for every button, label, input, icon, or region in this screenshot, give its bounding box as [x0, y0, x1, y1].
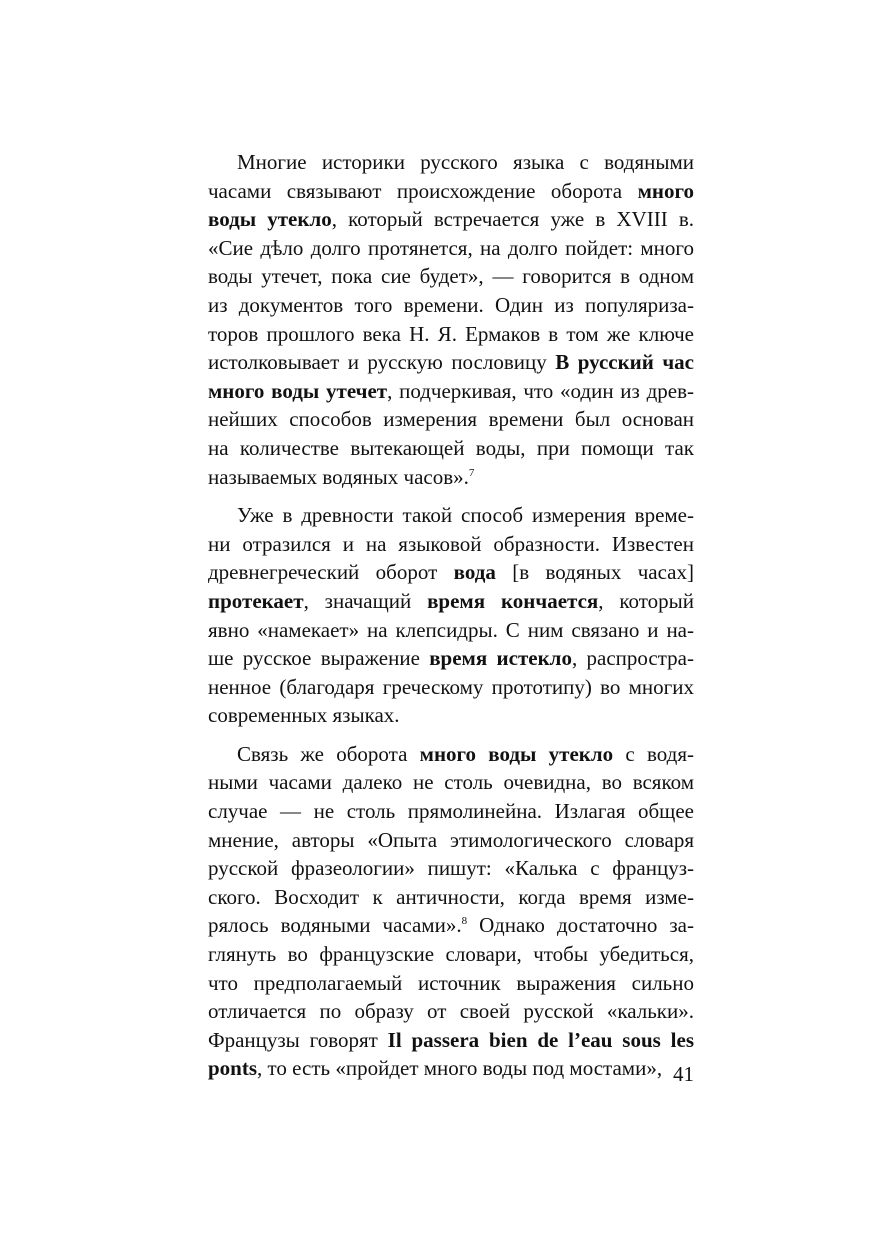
text-segment: Уже в древности такой способ измерения време- [237, 503, 694, 528]
text-line [179, 320, 694, 349]
text-line [179, 405, 694, 434]
text-segment: Многие историки русского языка с водяными [237, 150, 694, 174]
text-line [179, 940, 694, 969]
paragraph-3 [179, 740, 694, 1083]
text-segment: истолковывает и русскую пословицу [208, 350, 556, 375]
text-segment: глянуть во французские словари, чтобы убедиться, [208, 942, 694, 967]
text-line [179, 530, 694, 559]
text-line [179, 558, 694, 587]
footnote-marker: 8 [461, 915, 468, 928]
highlighted-phrase: много [637, 178, 694, 203]
text-segment: , то есть «пройдет много воды под мостами», [257, 1056, 663, 1081]
text-segment: торов прошлого века Н. Я. Ермаков в том же ключе [208, 321, 694, 346]
highlighted-phrase: время кончается [427, 588, 599, 613]
text-line [179, 1026, 694, 1055]
text-segment: [в водяных часах] [495, 560, 694, 585]
text-line [179, 768, 694, 797]
text-segment: нейших способов измерения времени был основан [208, 407, 694, 432]
text-segment: отличается по образу от своей русской «кальки». [208, 999, 694, 1024]
text-segment: русской фразеологии» пишут: «Калька с француз- [208, 856, 694, 881]
text-line [179, 463, 694, 492]
text-segment: Французы говорят [208, 1027, 388, 1052]
body-text [179, 148, 694, 1093]
text-segment: , значащий [303, 588, 428, 613]
text-segment: , который [598, 588, 694, 613]
highlighted-phrase: вода [453, 560, 496, 585]
highlighted-phrase: воды утекло [208, 207, 332, 232]
text-line [179, 234, 694, 263]
text-segment: воды утечет, пока сие будет», — говорится в одном [208, 264, 694, 289]
highlighted-phrase: много воды утечет [208, 378, 388, 403]
text-segment: называемых водяных часов». [208, 464, 469, 489]
text-line [179, 348, 694, 377]
text-segment: рялось водяными часами». [208, 913, 462, 938]
text-line [179, 997, 694, 1026]
text-line [179, 377, 694, 406]
text-segment: ными часами далеко не столь очевидна, во всяком [208, 770, 694, 795]
text-segment: ше русское выражение [208, 646, 430, 671]
text-line [179, 616, 694, 645]
text-segment: явно «намекает» на клепсидры. С ним связано и на- [208, 617, 694, 642]
text-line [179, 673, 694, 702]
text-segment: что предполагаемый источник выражения сильно [208, 970, 694, 995]
highlighted-phrase: много воды утекло [419, 741, 614, 766]
text-line [179, 205, 694, 234]
text-segment: мнение, авторы «Опыта этимологического словаря [208, 827, 694, 852]
text-segment: , подчеркивая, что «один из древ- [387, 378, 694, 403]
paragraph-1 [179, 148, 694, 491]
text-line [179, 291, 694, 320]
text-segment: на количестве вытекающей воды, при помощи так [208, 435, 694, 460]
text-line [179, 969, 694, 998]
text-segment: с водя- [613, 741, 695, 766]
text-line [179, 826, 694, 855]
text-line [179, 740, 694, 769]
highlighted-phrase: Il passera bien de l’eau sous les [387, 1027, 694, 1052]
text-line [179, 701, 694, 730]
text-segment: современных языках. [208, 703, 400, 728]
highlighted-phrase: время истекло [429, 646, 572, 671]
footnote-marker: 7 [468, 466, 475, 479]
text-segment: случае — не столь прямолинейна. Излагая общее [208, 799, 694, 824]
text-line [179, 434, 694, 463]
text-line [179, 644, 694, 673]
text-segment: ского. Восходит к античности, когда время изме- [208, 884, 694, 909]
page-number: 41 [673, 1062, 694, 1086]
text-line [179, 854, 694, 883]
text-segment: Однако достаточно за- [467, 913, 694, 938]
paragraph-2 [179, 501, 694, 730]
highlighted-phrase: протекает [208, 588, 304, 613]
text-segment: ненное (благодаря греческому прототипу) во многих [208, 674, 694, 699]
text-line [179, 1054, 694, 1083]
text-line [179, 797, 694, 826]
text-line [179, 501, 694, 530]
text-line [179, 911, 694, 940]
text-segment: , распростра- [571, 646, 694, 671]
text-segment: Связь же оборота [237, 741, 420, 766]
highlighted-phrase: ponts [208, 1056, 258, 1081]
text-line [179, 177, 694, 206]
text-segment: , который встречается уже в XVIII в. [331, 207, 694, 232]
text-line [179, 148, 694, 177]
text-line [179, 587, 694, 616]
highlighted-phrase: В русский час [555, 350, 694, 375]
text-line [179, 883, 694, 912]
text-line [179, 262, 694, 291]
text-segment: часами связывают происхождение оборота [208, 178, 638, 203]
text-segment: «Сие дѣло долго протянется, на долго пойдет: много [208, 235, 694, 260]
text-segment: ни отразился и на языковой образности. Известен [208, 531, 694, 556]
text-segment: древнегреческий оборот [208, 560, 454, 585]
text-segment: из документов того времени. Один из популяриза- [208, 292, 694, 317]
